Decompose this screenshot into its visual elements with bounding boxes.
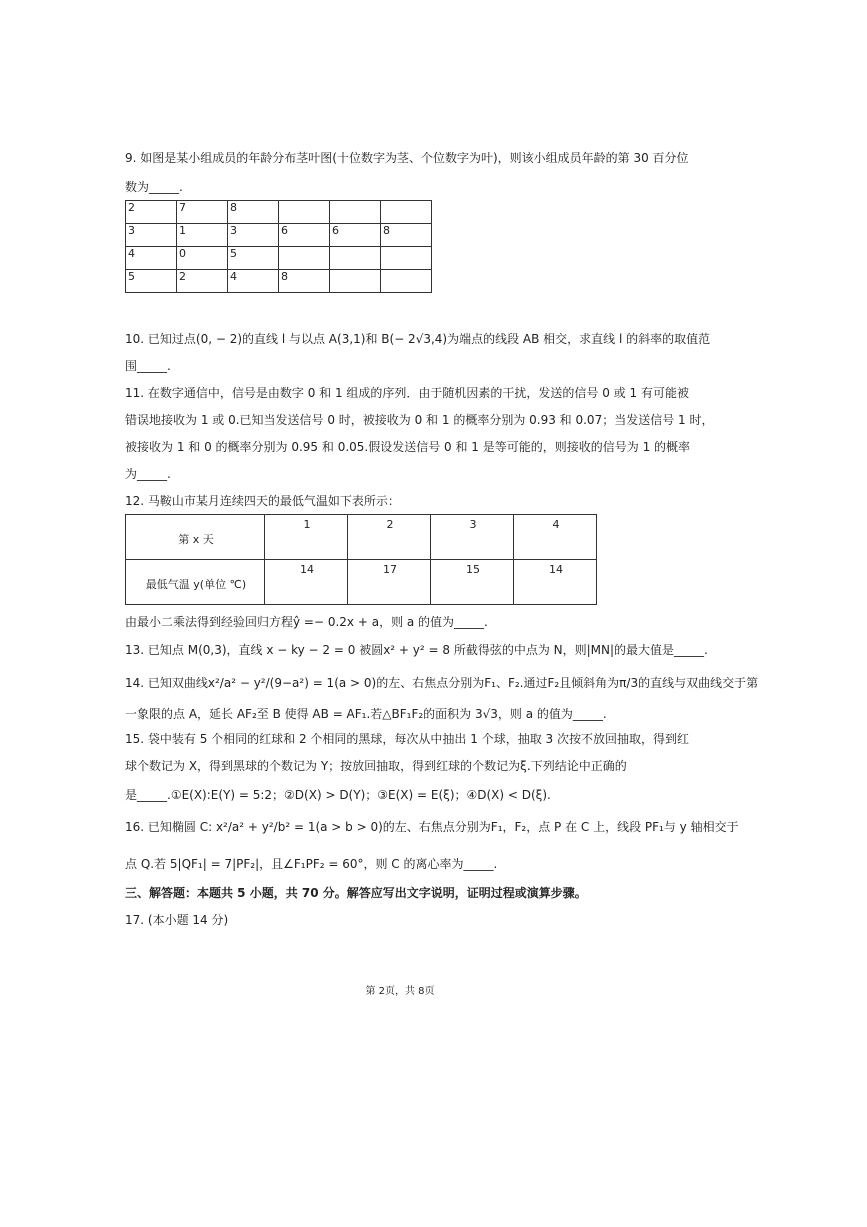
- table-cell: 3: [126, 224, 177, 247]
- q11-line2: 错误地接收为 1 或 0.已知当发送信号 0 时，被接收为 0 和 1 的概率分别为 0.93 和 0.07；当发送信号 1 时，: [125, 413, 714, 427]
- table-row-header: 最低气温 y(单位 ℃): [126, 560, 265, 605]
- table-cell: 2: [126, 201, 177, 224]
- q10-line1: 10. 已知过点(0, − 2)的直线 l 与以点 A(3,1)和 B(− 2√3,4)为端点的线段 AB 相交，求直线 l 的斜率的取值范: [125, 332, 711, 346]
- table-cell: 8: [381, 224, 432, 247]
- table-cell: 4: [126, 247, 177, 270]
- table-cell: 5: [228, 247, 279, 270]
- table-cell: [279, 247, 330, 270]
- table-cell: 8: [279, 270, 330, 293]
- q11-line1: 11. 在数字通信中，信号是由数字 0 和 1 组成的序列．由于随机因素的干扰，发送的信号 0 或 1 有可能被: [125, 386, 689, 400]
- table-cell: 15: [431, 560, 514, 605]
- q14-line1: 14. 已知双曲线x²/a² − y²/(9−a²) = 1(a > 0)的左、右焦点分别为F₁、F₂.通过F₂且倾斜角为π/3的直线与双曲线交于第: [125, 676, 759, 690]
- table-cell: 14: [265, 560, 348, 605]
- q17-heading: 17. (本小题 14 分): [125, 913, 229, 927]
- q15-line1: 15. 袋中装有 5 个相同的红球和 2 个相同的黑球，每次从中抽出 1 个球，抽取 3 次按不放回抽取，得到红: [125, 732, 689, 746]
- table-cell: [330, 270, 381, 293]
- table-cell: 17: [348, 560, 431, 605]
- q9-line2: 数为_____.: [125, 180, 183, 194]
- table-row: [126, 270, 432, 293]
- table-cell: [381, 201, 432, 224]
- page-footer: 第 2页，共 8页: [365, 986, 435, 997]
- table-cell: 7: [177, 201, 228, 224]
- table-cell: 5: [126, 270, 177, 293]
- q16-line1: 16. 已知椭圆 C: x²/a² + y²/b² = 1(a > b > 0)的左、右焦点分别为F₁，F₂，点 P 在 C 上，线段 PF₁与 y 轴相交于: [125, 820, 739, 834]
- table-cell: 2: [177, 270, 228, 293]
- q9-line1: 9. 如图是某小组成员的年龄分布茎叶图(十位数字为茎、个位数字为叶)，则该小组成员年龄的第 30 百分位: [125, 151, 689, 165]
- table-cell: [279, 201, 330, 224]
- section-heading: 三、解答题：本题共 5 小题，共 70 分。解答应写出文字说明，证明过程或演算步骤。: [125, 886, 587, 900]
- q13-line1: 13. 已知点 M(0,3)，直线 x − ky − 2 = 0 被圆x² + y² = 8 所截得弦的中点为 N，则|MN|的最大值是_____.: [125, 643, 708, 657]
- table-cell: 4: [228, 270, 279, 293]
- q15-line2: 球个数记为 X，得到黑球的个数记为 Y；按放回抽取，得到红球的个数记为ξ.下列结论中正确的: [125, 759, 627, 773]
- table-cell: [330, 247, 381, 270]
- table-cell: 1: [177, 224, 228, 247]
- q11-line4: 为_____.: [125, 467, 171, 481]
- temperature-table: [125, 514, 597, 605]
- table-row: [126, 224, 432, 247]
- table-cell: [330, 201, 381, 224]
- table-row: [126, 201, 432, 224]
- table-cell: 0: [177, 247, 228, 270]
- table-cell: 14: [514, 560, 597, 605]
- q10-line2: 围_____.: [125, 359, 171, 373]
- table-cell: 3: [431, 515, 514, 560]
- table-row-header: 第 x 天: [126, 515, 265, 560]
- q16-line2: 点 Q.若 5|QF₁| = 7|PF₂|，且∠F₁PF₂ = 60°，则 C 的离心率为_____.: [125, 857, 498, 871]
- stem-leaf-table: [125, 200, 432, 293]
- table-cell: 2: [348, 515, 431, 560]
- table-cell: 3: [228, 224, 279, 247]
- q15-line3: 是_____.①E(X):E(Y) = 5:2；②D(X) > D(Y)；③E(X) = E(ξ)；④D(X) < D(ξ).: [125, 788, 551, 802]
- q14-line2: 一象限的点 A，延长 AF₂至 B 使得 AB = AF₁.若△BF₁F₂的面积为 3√3，则 a 的值为_____.: [125, 707, 607, 721]
- table-cell: [381, 270, 432, 293]
- table-row: [126, 247, 432, 270]
- table-cell: 1: [265, 515, 348, 560]
- q12-line1: 12. 马鞍山市某月连续四天的最低气温如下表所示：: [125, 494, 400, 508]
- q11-line3: 被接收为 1 和 0 的概率分别为 0.95 和 0.05.假设发送信号 0 和 1 是等可能的，则接收的信号为 1 的概率: [125, 440, 691, 454]
- q12-line2: 由最小二乘法得到经验回归方程ŷ =− 0.2x + a，则 a 的值为_____.: [125, 615, 488, 629]
- table-cell: 8: [228, 201, 279, 224]
- table-cell: 4: [514, 515, 597, 560]
- table-cell: 6: [279, 224, 330, 247]
- table-cell: 6: [330, 224, 381, 247]
- table-cell: [381, 247, 432, 270]
